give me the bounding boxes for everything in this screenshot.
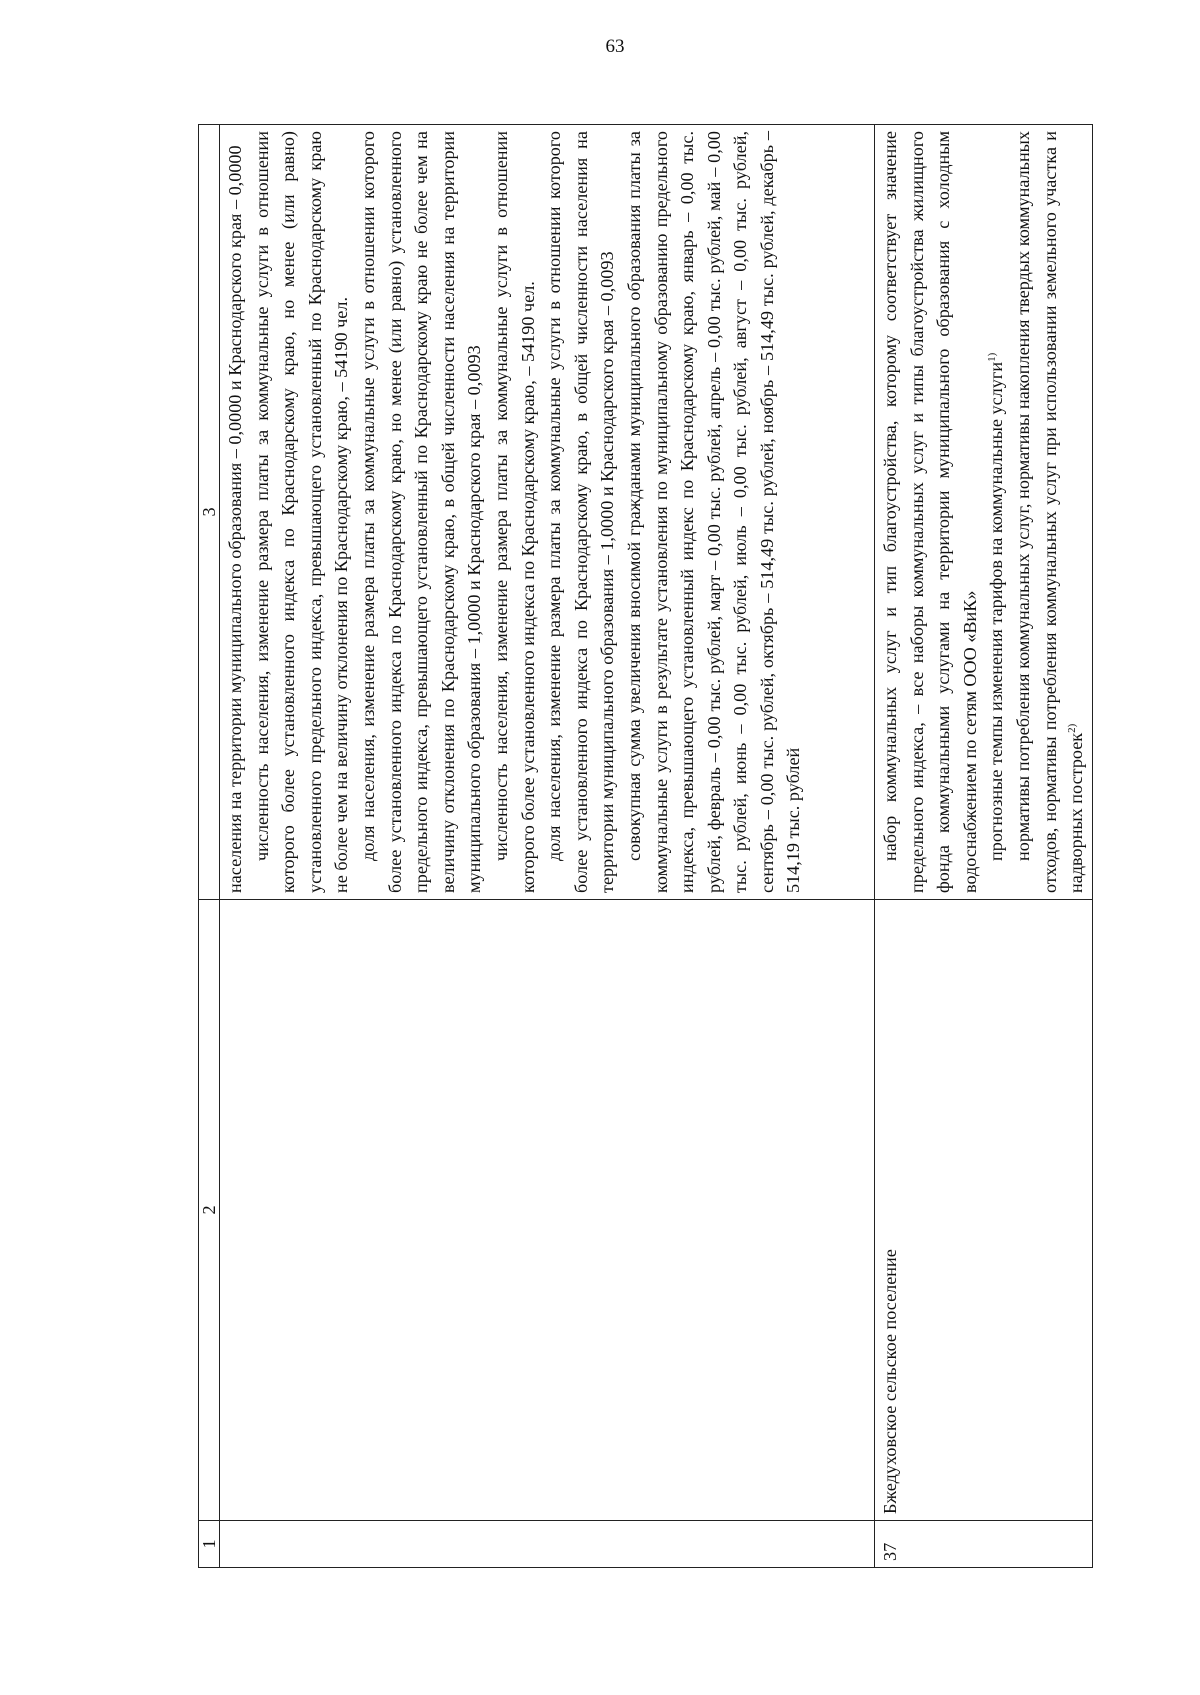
tariff-table <box>198 124 1093 1568</box>
details-paragraph: численность населения, изменение размера платы за коммунальные услуги в отношении которого более установленного индекса по Краснодарскому краю, – 54190 чел. <box>490 131 538 893</box>
details-paragraph: населения на территории муниципального образования – 0,0000 и Краснодарского края – 0,0000 <box>225 145 245 893</box>
tariff-forecast-text: прогнозные темпы изменения тарифов на коммунальные услуги <box>986 361 1007 861</box>
footnote-mark: 1) <box>986 352 999 362</box>
header-col-2: 2 <box>199 900 220 1521</box>
page-number: 63 <box>605 36 625 57</box>
details-paragraph: численность населения, изменение размера платы за коммунальные услуги в отношении которого более установленного индекса по Краснодарскому краю, но менее (или равно) установленного предельного индекса, превышающего установленный по Краснодарскому краю не более чем на величину отклонения по Краснодарскому краю, – 54190 чел. <box>251 131 352 893</box>
row-prev-details-cell <box>220 125 875 900</box>
table-row-continued <box>220 125 875 1568</box>
row-prev-number-cell <box>220 1521 875 1568</box>
header-col-1: 1 <box>199 1521 220 1568</box>
details-paragraph: набор коммунальных услуг и тип благоустройства, которому соответствует значение предельного индекса, – все наборы коммунальных услуг и типы благоустройства жилищного фонда коммунальными услугами на территории муниципального образования с холодным водоснабжением по сетям ООО «ВиК» <box>880 131 980 893</box>
details-paragraph: доля населения, изменение размера платы за коммунальные услуги в отношении которого более установленного индекса по Краснодарскому краю, в общей численности населения на территории муниципального образования – 1,0000 и Краснодарского края – 0,0093 <box>544 131 618 893</box>
row-prev-settlement-cell <box>220 900 875 1521</box>
header-col-3: 3 <box>199 125 220 900</box>
rotated-table-container <box>198 124 1087 1568</box>
footnote-mark: 2) <box>1066 723 1079 733</box>
table-header-row <box>199 125 220 1568</box>
table-row-37 <box>875 125 1093 1568</box>
details-paragraph <box>983 131 1010 893</box>
details-paragraph: совокупная сумма увеличения вносимой гражданами муниципального образования платы за коммунальные услуги в результате установления по муниципальному образованию предельного индекса, превышающего установленный индекс по Краснодарскому краю, январь – 0,00 тыс. рублей, февраль – 0,00 тыс. рублей, март – 0,00 тыс. рублей, апрель – 0,00 тыс. рублей, май – 0,00 тыс. рублей, июнь – 0,00 тыс. рублей, июль – 0,00 тыс. рублей, август – 0,00 тыс. рублей, сентябрь – 0,00 тыс. рублей, октябрь – 514,49 тыс. рублей, ноябрь – 514,49 тыс. рублей, декабрь – 514,19 тыс. рублей <box>623 131 804 893</box>
row-number: 37 <box>875 1521 1093 1568</box>
details-paragraph: доля населения, изменение размера платы за коммунальные услуги в отношении которого более установленного индекса по Краснодарскому краю, но менее (или равно) установленного предельного индекса, превышающего установленный по Краснодарскому краю не более чем на величину отклонения по Краснодарскому краю, в общей численности населения на территории муниципального образования – 1,0000 и Краснодарского края – 0,0093 <box>357 131 485 893</box>
norms-text: нормативы потребления коммунальных услуг, нормативы накопления твердых коммунальных отходов, нормативы потребления коммунальных услуг при использовании земельного участка и надворных построек <box>1012 131 1087 893</box>
settlement-name: Бжедуховское сельское поселение <box>875 900 1093 1521</box>
row-37-details-cell <box>875 125 1093 900</box>
details-paragraph <box>1010 131 1090 893</box>
